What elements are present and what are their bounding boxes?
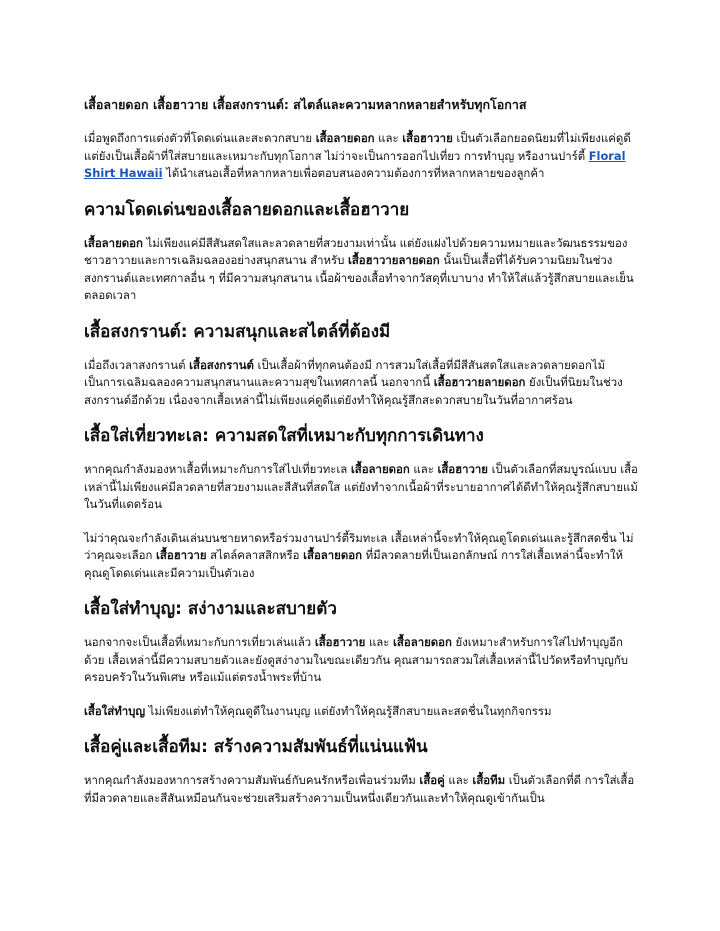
intro-paragraph <box>84 130 640 183</box>
s3-text-1: หากคุณกำลังมองหาเสื้อที่เหมาะกับการใส่ไปเที่ยวทะเล <box>84 462 351 476</box>
s4-bold-2: เสื้อลายดอก <box>393 635 452 649</box>
s3p2-text-1: ไม่ว่าคุณจะกำลังเดินเล่นบนชายหาดหรือร่วมงานปาร์ตี้ริมทะเล เสื้อเหล่านี้จะทำให้คุณดูโดดเด่นและรู้สึกสดชื่น ไม่ว่าคุณจะเลือก <box>84 530 634 562</box>
s3-text-3: เป็นตัวเลือกที่สมบูรณ์แบบ เสื้อเหล่านี้ไม่เพียงแค่มีลวดลายที่สวยงามและสีสันที่สดใส แต่ยังทำจากเนื้อผ้าที่ระบายอากาศได้ดีทำให้คุณรู้สึกสบายแม้ในวันที่แดดร้อน <box>84 462 638 511</box>
s1-text-1: ไม่เพียงแค่มีสีสันสดใสและลวดลายที่สวยงามเท่านั้น แต่ยังแฝงไปด้วยความหมายและวัฒนธรรมของชาวฮาวายและการเฉลิมฉลองอย่างสนุกสนาน สำหรับ <box>84 235 628 267</box>
intro-text-2: และ <box>374 131 403 145</box>
s2-text-3: ยังเป็นที่นิยมในช่วงสงกรานต์อีกด้วย เนื่องจากเสื้อเหล่านี้ไม่เพียงแค่ดูดีแต่ยังทำให้คุณรู้สึกสะดวกสบายในวันที่อากาศร้อน <box>84 375 623 407</box>
section4-paragraph-2 <box>84 703 640 721</box>
s2-text-2: เป็นเสื้อผ้าที่ทุกคนต้องมี การสวมใส่เสื้อที่มีสีสันสดใสและลวดลายดอกไม้เป็นการเฉลิมฉลองความสนุกสนานและความสุขในเทศกาลนี้ นอกจากนี้ <box>84 357 606 389</box>
section4-paragraph-1 <box>84 634 640 687</box>
intro-text-3: เป็นตัวเลือกยอดนิยมที่ไม่เพียงแค่ดูดี แต่ยังเป็นเสื้อผ้าที่ใส่สบายและเหมาะกับทุกโอกาส ไม่ว่าจะเป็นการออกไปเที่ยว การทำบุญ หรืองานปาร์ตี้ <box>84 131 631 163</box>
document-title: เสื้อลายดอก เสื้อฮาวาย เสื้อสงกรานต์: สไตล์และความหลากหลายสำหรับทุกโอกาส <box>84 97 527 112</box>
s3-bold-1: เสื้อลายดอก <box>350 462 410 476</box>
section1-heading: ความโดดเด่นของเสื้อลายดอกและเสื้อฮาวาย <box>84 199 410 220</box>
s5-text-1: หากคุณกำลังมองหาการสร้างความสัมพันธ์กับคนรักหรือเพื่อนร่วมทีม <box>84 773 420 787</box>
intro-bold-2: เสื้อฮาวาย <box>402 131 453 145</box>
s4p2-bold-1: เสื้อใส่ทำบุญ <box>84 703 146 718</box>
s4-text-3: ยังเหมาะสำหรับการใส่ไปทำบุญอีกด้วย เสื้อเหล่านี้มีความสบายตัวและยังดูสง่างามในขณะเดียวกัน คุณสามารถสวมใส่เสื้อเหล่านี้ไปวัดหรือทำบุญกับครอบครัวในวันพิเศษ หรือแม้แต่ตรงน้ำพระที่บ้าน <box>84 635 629 684</box>
s1-text-2: นั้นเป็นเสื้อที่ได้รับความนิยมในช่วงสงกรานต์และเทศกาลอื่น ๆ ที่มีความสนุกสนาน เนื้อผ้าของเสื้อทำจากวัสดุที่เบาบาง ทำให้ใส่แล้วรู้สึกสบายและเย็นตลอดเวลา <box>84 253 634 302</box>
s5-text-3: เป็นตัวเลือกที่ดี การใส่เสื้อที่มีลวดลายและสีสันเหมือนกันจะช่วยเสริมสร้างความเป็นหนึ่งเดียวกันและทำให้คุณดูเข้ากันเป็น <box>84 773 635 805</box>
s1-bold-1: เสื้อลายดอก <box>84 235 143 250</box>
s1-bold-2: เสื้อฮาวายลายดอก <box>347 253 440 267</box>
section2-heading: เสื้อสงกรานต์: ความสนุกและสไตล์ที่ต้องมี <box>84 321 391 342</box>
intro-text-1: เมื่อพูดถึงการแต่งตัวที่โดดเด่นและสะดวกสบาย <box>84 131 316 145</box>
s5-text-2: และ <box>444 773 473 787</box>
s2-bold-2: เสื้อฮาวายลายดอก <box>433 375 526 389</box>
s3-bold-2: เสื้อฮาวาย <box>437 462 488 476</box>
section1-paragraph <box>84 235 640 305</box>
section3-heading: เสื้อใส่เที่ยวทะเล: ความสดใสที่เหมาะกับทุกการเดินทาง <box>84 426 484 446</box>
s3p2-text-2: สไตล์คลาสสิกหรือ <box>206 548 304 562</box>
s2-text-1: เมื่อถึงเวลาสงกรานต์ <box>84 357 190 372</box>
s4p2-text-1: ไม่เพียงแต่ทำให้คุณดูดีในงานบุญ แต่ยังทำให้คุณรู้สึกสบายและสดชื่นในทุกกิจกรรม <box>145 703 552 718</box>
s4-text-1: นอกจากจะเป็นเสื้อที่เหมาะกับการเที่ยวเล่นแล้ว <box>84 635 315 649</box>
s2-bold-1: เสื้อสงกรานต์ <box>189 357 254 372</box>
section5-paragraph <box>84 772 640 807</box>
section3-paragraph-1 <box>84 461 640 514</box>
s4-bold-1: เสื้อฮาวาย <box>314 635 366 649</box>
document-body <box>84 96 640 823</box>
intro-text-4: ได้นำเสนอเสื้อที่หลากหลายเพื่อตอบสนองความต้องการที่หลากหลายของลูกค้า <box>162 166 545 180</box>
s3p2-text-3: ที่มีลวดลายที่เป็นเอกลักษณ์ การใส่เสื้อเหล่านี้จะทำให้คุณดูโดดเด่นและมีความเป็นตัวเอง <box>84 548 624 580</box>
s3p2-bold-1: เสื้อฮาวาย <box>156 548 207 562</box>
s5-bold-1: เสื้อคู่ <box>419 773 445 787</box>
s3p2-bold-2: เสื้อลายดอก <box>303 548 362 562</box>
floral-shirt-hawaii-link[interactable]: Floral Shirt Hawaii <box>84 148 626 180</box>
intro-bold-1: เสื้อลายดอก <box>315 131 375 145</box>
s5-bold-2: เสื้อทีม <box>472 773 506 787</box>
s4-text-2: และ <box>365 635 394 649</box>
s3-text-2: และ <box>409 462 438 476</box>
section5-heading: เสื้อคู่และเสื้อทีม: สร้างความสัมพันธ์ที่แน่นแฟ้น <box>84 737 428 757</box>
section2-paragraph <box>84 357 640 410</box>
section3-paragraph-2 <box>84 530 640 583</box>
section4-heading: เสื้อใส่ทำบุญ: สง่างามและสบายตัว <box>84 599 337 619</box>
